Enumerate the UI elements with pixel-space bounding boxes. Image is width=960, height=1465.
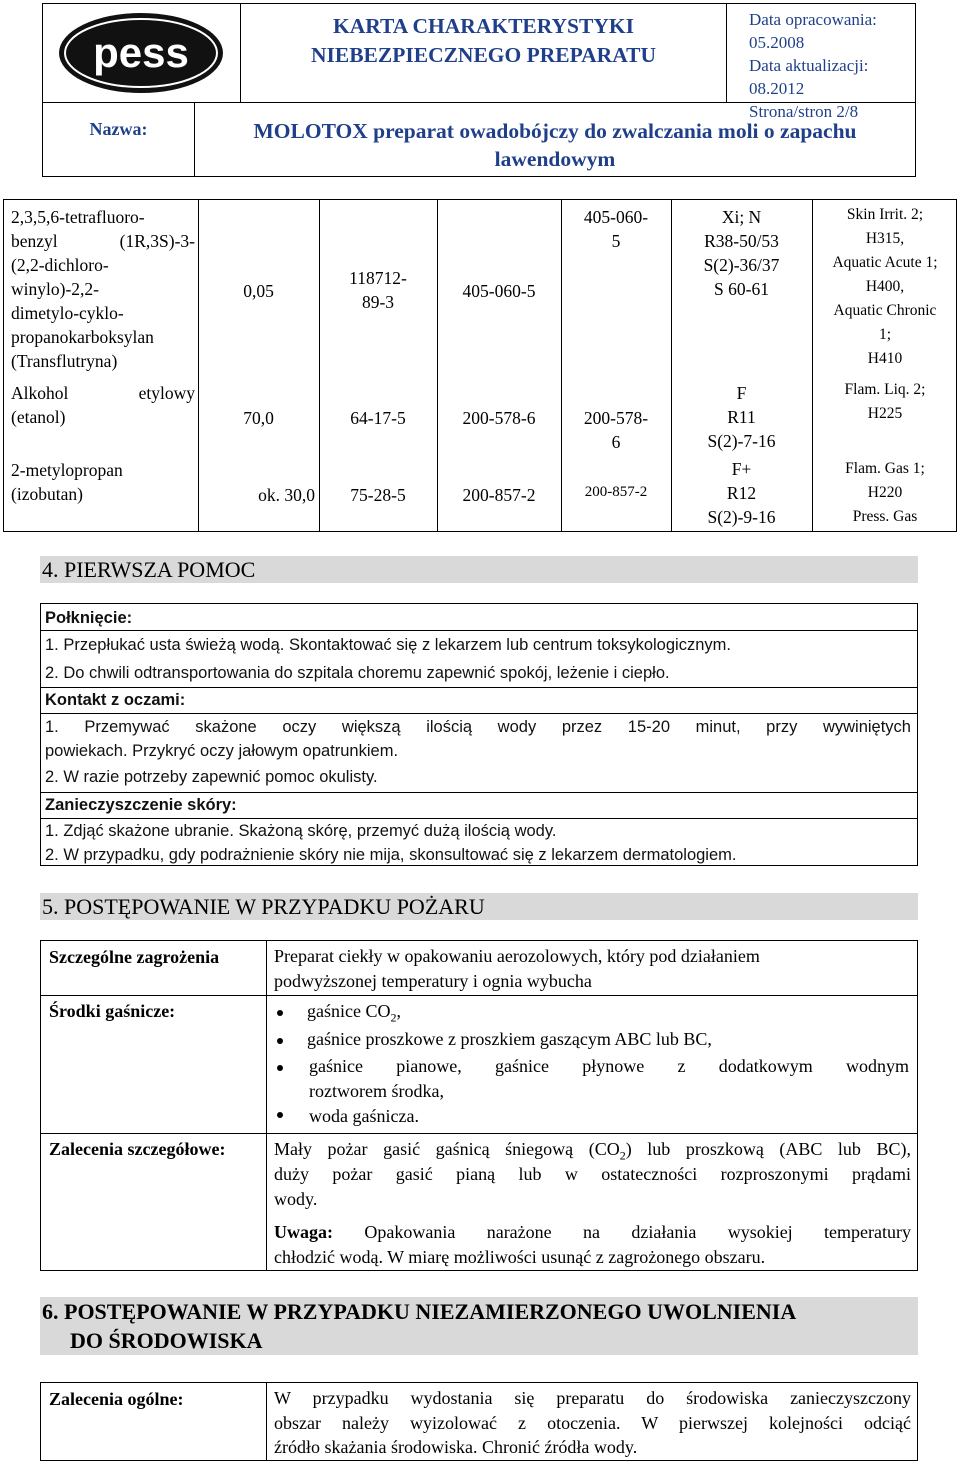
class-line: F	[736, 383, 747, 403]
cas-number: 75-28-5	[350, 485, 406, 505]
clp-classification	[812, 457, 958, 529]
hazards-line1: Preparat ciekły w opakowaniu aerozolowych, który pod działaniem	[274, 946, 760, 966]
class-line: R11	[727, 407, 756, 427]
clp-classification	[812, 203, 958, 371]
name-line: (izobutan)	[11, 484, 83, 504]
name-line: dimetylo-cyklo-	[11, 303, 124, 323]
name-line: (etanol)	[11, 407, 66, 427]
class-line: R12	[726, 483, 757, 503]
clp-line: H400,	[865, 278, 905, 295]
media-item-4: woda gaśnicza.	[309, 1106, 419, 1126]
clp-classification	[812, 378, 958, 426]
index-line: 405-060-	[583, 207, 649, 227]
composition-table	[3, 199, 957, 532]
detail-line3: wody.	[274, 1189, 318, 1209]
section5-title: 5. POSTĘPOWANIE W PRZYPADKU POŻARU	[40, 893, 918, 920]
concentration: ok. 30,0	[258, 485, 315, 505]
page-number: Strona/stron 2/8	[749, 102, 859, 121]
detail-label: Zalecenia szczegółowe:	[49, 1139, 226, 1159]
document-header	[42, 3, 916, 177]
eyes-label: Kontakt z oczami:	[45, 691, 186, 709]
section6-title-line2: DO ŚRODOWISKA	[70, 1328, 263, 1353]
concentration: 70,0	[243, 408, 274, 428]
eyes-step-1b: powiekach. Przykryć oczy jałowym opatrunkiem.	[45, 742, 399, 760]
class-line: Xi; N	[721, 207, 762, 227]
class-line: S(2)-36/37	[703, 255, 780, 275]
eyes-step-2: 2. W razie potrzeby zapewnić pomoc okulisty.	[45, 768, 378, 786]
clp-line: 1;	[878, 326, 892, 343]
subscript: 2	[390, 1010, 397, 1025]
clp-line: H410	[867, 350, 903, 367]
skin-step-2: 2. W przypadku, gdy podrażnienie skóry nie mija, skonsultować się z lekarzem dermatologiem.	[45, 846, 737, 864]
name-line: 2-metylopropan	[11, 460, 123, 480]
clp-line: Flam. Liq. 2;	[844, 381, 926, 398]
subscript: 2	[619, 1148, 626, 1163]
name-line: benzyl (1R,3S)-3-	[11, 231, 195, 251]
fire-table	[40, 940, 918, 1271]
doc-title-line1: KARTA CHARAKTERYSTYKI	[333, 14, 634, 38]
note-line1	[274, 1220, 911, 1245]
name-line: (2,2-dichloro-	[11, 255, 109, 275]
clp-line: H225	[867, 405, 903, 422]
doc-title	[241, 4, 727, 103]
name-line: 2,3,5,6-tetrafluoro-	[11, 207, 145, 227]
clp-line: H315,	[865, 230, 905, 247]
name-line: propanokarboksylan	[11, 327, 154, 347]
skin-label: Zanieczyszczenie skóry:	[45, 796, 237, 814]
detail-line1-pre: Mały pożar gasić gaśnicą śniegową (CO	[274, 1139, 620, 1159]
swallow-step-1: 1. Przepłukać usta świeżą wodą. Skontaktować się z lekarzem lub centrum toksykologicznym.	[45, 636, 731, 654]
substance-name	[11, 381, 195, 429]
bullet-icon	[277, 1065, 283, 1071]
general-line3: źródło skażania środowiska. Chronić źródła wody.	[274, 1437, 638, 1457]
cas-line: 89-3	[361, 292, 395, 312]
general-line1: W przypadku wydostania się preparatu do środowiska zanieczyszczony	[274, 1388, 911, 1408]
date-updated: Data aktualizacji: 08.2012	[749, 56, 869, 98]
classification	[671, 457, 812, 529]
product-name-line2: lawendowym	[494, 147, 616, 171]
index-line: 5	[611, 231, 621, 251]
detail-line2: duży pożar gasić pianą lub w ostateczności rozproszonymi prądami	[274, 1164, 911, 1184]
ec-number: 405-060-5	[462, 281, 536, 301]
note-text: Opakowania narażone na działania wysokiej temperatury	[364, 1222, 912, 1242]
media-item-3a: gaśnice pianowe, gaśnice płynowe z dodatkowym wodnym	[309, 1056, 909, 1076]
class-line: S(2)-7-16	[707, 431, 776, 451]
product-name	[195, 103, 915, 176]
note-label: Uwaga:	[274, 1222, 333, 1242]
cas-line: 118712-	[349, 268, 407, 288]
eyes-step-1a: 1. Przemywać skażone oczy większą ilością wody przez 15-20 minut, przy wywiniętych	[45, 718, 911, 736]
pess-logo	[43, 4, 239, 101]
logo-cell	[43, 4, 241, 103]
index-number	[561, 406, 671, 454]
index-number: 200-857-2	[584, 484, 648, 500]
cas-number: 64-17-5	[350, 408, 406, 428]
clp-line: Aquatic Chronic	[833, 302, 937, 319]
first-aid-box	[40, 603, 918, 866]
name-line: winylo)-2,2-	[11, 279, 99, 299]
clp-line: Press. Gas	[852, 508, 918, 525]
media-item-2: gaśnice proszkowe z proszkiem gaszącym ABC lub BC,	[307, 1029, 712, 1049]
section4-title: 4. PIERWSZA POMOC	[40, 556, 918, 583]
logo-text: pess	[93, 29, 189, 76]
index-line: 200-578-	[583, 408, 649, 428]
detail-line1-post: ) lub proszkową (ABC lub BC),	[625, 1139, 911, 1159]
doc-title-line2: NIEBEZPIECZNEGO PREPARATU	[310, 43, 657, 67]
note-line2: chłodzić wodą. W miarę możliwości usunąć z zagrożonego obszaru.	[274, 1247, 766, 1267]
media-item-1-text: gaśnice CO	[307, 1001, 391, 1021]
hazards-label: Szczególne zagrożenia	[49, 947, 220, 967]
ec-number: 200-857-2	[462, 485, 536, 505]
ec-number: 200-578-6	[462, 408, 536, 428]
general-label: Zalecenia ogólne:	[49, 1389, 184, 1409]
name-label: Nazwa:	[43, 103, 195, 176]
clp-line: Flam. Gas 1;	[845, 460, 925, 477]
clp-line: Skin Irrit. 2;	[846, 206, 924, 223]
index-number	[561, 205, 671, 253]
clp-line: Aquatic Acute 1;	[832, 254, 938, 271]
release-table	[40, 1382, 918, 1461]
name-line: (Transflutryna)	[11, 351, 118, 371]
hazards-line2: podwyższonej temperatury i ognia wybucha	[274, 971, 592, 991]
clp-line: H220	[867, 484, 903, 501]
index-line: 6	[611, 432, 621, 452]
classification	[671, 381, 812, 453]
doc-meta	[727, 4, 915, 121]
substance-name	[11, 205, 195, 373]
concentration: 0,05	[243, 281, 274, 301]
bullet-icon	[277, 1112, 283, 1118]
classification	[671, 205, 812, 301]
class-line: S(2)-9-16	[707, 507, 776, 527]
product-name-line1: MOLOTOX preparat owadobójczy do zwalczania moli o zapachu	[253, 119, 857, 143]
skin-step-1: 1. Zdjąć skażone ubranie. Skażoną skórę, przemyć dużą ilością wody.	[45, 822, 557, 840]
cas-number	[319, 266, 437, 314]
date-created: Data opracowania: 05.2008	[749, 10, 877, 52]
bullet-icon	[277, 1010, 283, 1016]
name-line: Alkohol etylowy	[11, 383, 195, 403]
bullet-icon	[277, 1038, 283, 1044]
media-item-1-post: ,	[396, 1001, 401, 1021]
media-item-3b: roztworem środka,	[309, 1081, 444, 1101]
class-line: F+	[731, 459, 752, 479]
class-line: S 60-61	[714, 279, 769, 299]
media-label: Środki gaśnicze:	[49, 1001, 176, 1021]
substance-name	[11, 458, 195, 506]
swallow-label: Połknięcie:	[45, 609, 133, 627]
general-line2: obszar należy wyizolować z otoczenia. W pierwszej kolejności odciąć	[274, 1413, 911, 1433]
swallow-step-2: 2. Do chwili odtransportowania do szpitala choremu zapewnić spokój, leżenie i ciepło.	[45, 664, 670, 682]
section6-title	[40, 1297, 918, 1355]
media-item-1	[307, 999, 401, 1031]
section6-title-line1: 6. POSTĘPOWANIE W PRZYPADKU NIEZAMIERZONEGO UWOLNIENIA	[42, 1299, 797, 1324]
class-line: R38-50/53	[704, 231, 779, 251]
